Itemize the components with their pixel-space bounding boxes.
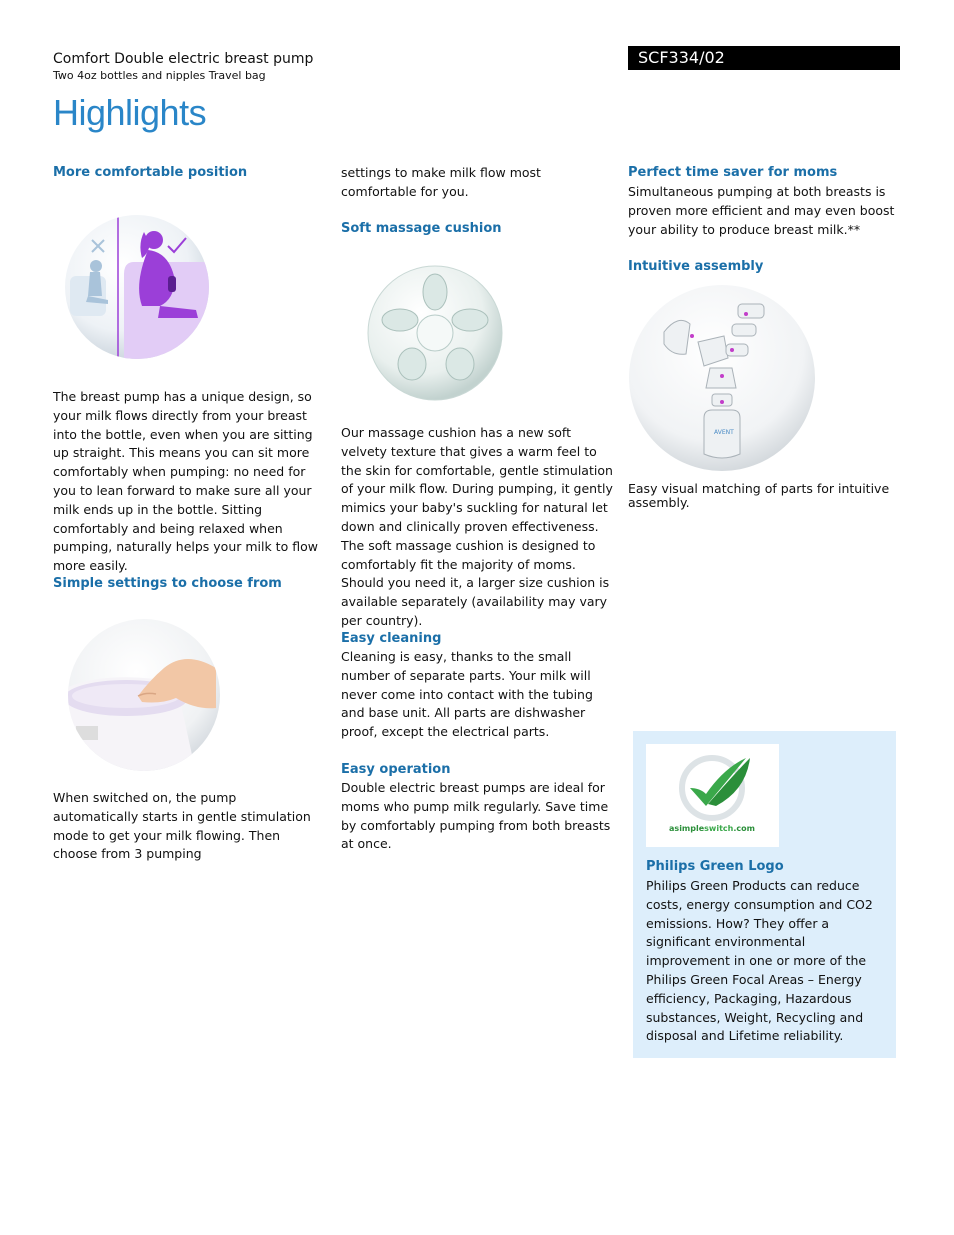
- section-body-philips-green: Philips Green Products can reduce costs, energy consumption and CO2 emissions. How? They offer a significant environmental improvement in one or more of the Philips Green Focal Areas – Energy efficiency, Packaging, Hazardous substances, Weight, Recycling and disposal and Lifetime reliability.: [646, 878, 873, 1044]
- model-number: SCF334/02: [628, 46, 900, 70]
- section-body-easy-operation: Double electric breast pumps are ideal for moms who pump milk regularly. Save time by comfortably pumping from both breasts at once.: [341, 780, 611, 852]
- section-title-time-saver: Perfect time saver for moms: [628, 165, 838, 180]
- avent-label: AVENT: [714, 429, 734, 436]
- section-body-simple-settings-cont: settings to make milk flow most comfortable for you.: [341, 165, 541, 199]
- section-title-intuitive-assembly: Intuitive assembly: [628, 259, 764, 274]
- section-title-massage-cushion: Soft massage cushion: [341, 221, 502, 236]
- section-body-time-saver: Simultaneous pumping at both breasts is proven more efficient and may even boost your ability to produce breast milk.**: [628, 184, 895, 237]
- section-body-comfortable-position: The breast pump has a unique design, so your milk flows directly from your breast into the bottle, even when you are sitting up straight. This means you can sit more comfortably when pumping: no need for you to lean forward to make sure all your milk ends up in the bottle. Sitting comfortably and being relaxed when pumping, naturally helps your milk to flow more easily.: [53, 389, 318, 574]
- pump-button-illustration: [66, 618, 221, 773]
- posture-illustration: [64, 214, 210, 360]
- section-title-easy-cleaning: Easy cleaning: [341, 631, 442, 646]
- asimpleswitch-logo: [646, 744, 779, 847]
- product-subtitle: Two 4oz bottles and nipples Travel bag: [53, 69, 266, 82]
- logo-text: asimpleswitch.com: [669, 824, 755, 833]
- section-body-easy-cleaning: Cleaning is easy, thanks to the small number of separate parts. Your milk will never come into contact with the tubing and base unit. All parts are dishwasher proof, except the electrical parts.: [341, 649, 593, 740]
- section-caption-intuitive-assembly: Easy visual matching of parts for intuitive assembly.: [628, 481, 890, 510]
- massage-cushion-illustration: [366, 264, 504, 402]
- product-title: Comfort Double electric breast pump: [53, 51, 314, 67]
- section-title-philips-green: Philips Green Logo: [646, 859, 784, 874]
- section-title-easy-operation: Easy operation: [341, 762, 451, 777]
- section-title-simple-settings: Simple settings to choose from: [53, 576, 282, 591]
- assembly-illustration: [628, 284, 816, 472]
- section-body-massage-cushion: Our massage cushion has a new soft velvety texture that gives a warm feel to the skin for comfortable, gentle stimulation of your milk flow. During pumping, it gently mimics your baby's suckling for natural let down and clinically proven effectiveness. The soft massage cushion is designed to comfortably fit the majority of moms. Should you need it, a larger size cushion is available separately (availability may vary per country).: [341, 425, 613, 628]
- section-body-simple-settings: When switched on, the pump automatically starts in gentle stimulation mode to get your milk flowing. Then choose from 3 pumping: [53, 790, 311, 862]
- section-title-comfortable-position: More comfortable position: [53, 165, 248, 180]
- page-title: Highlights: [53, 92, 207, 133]
